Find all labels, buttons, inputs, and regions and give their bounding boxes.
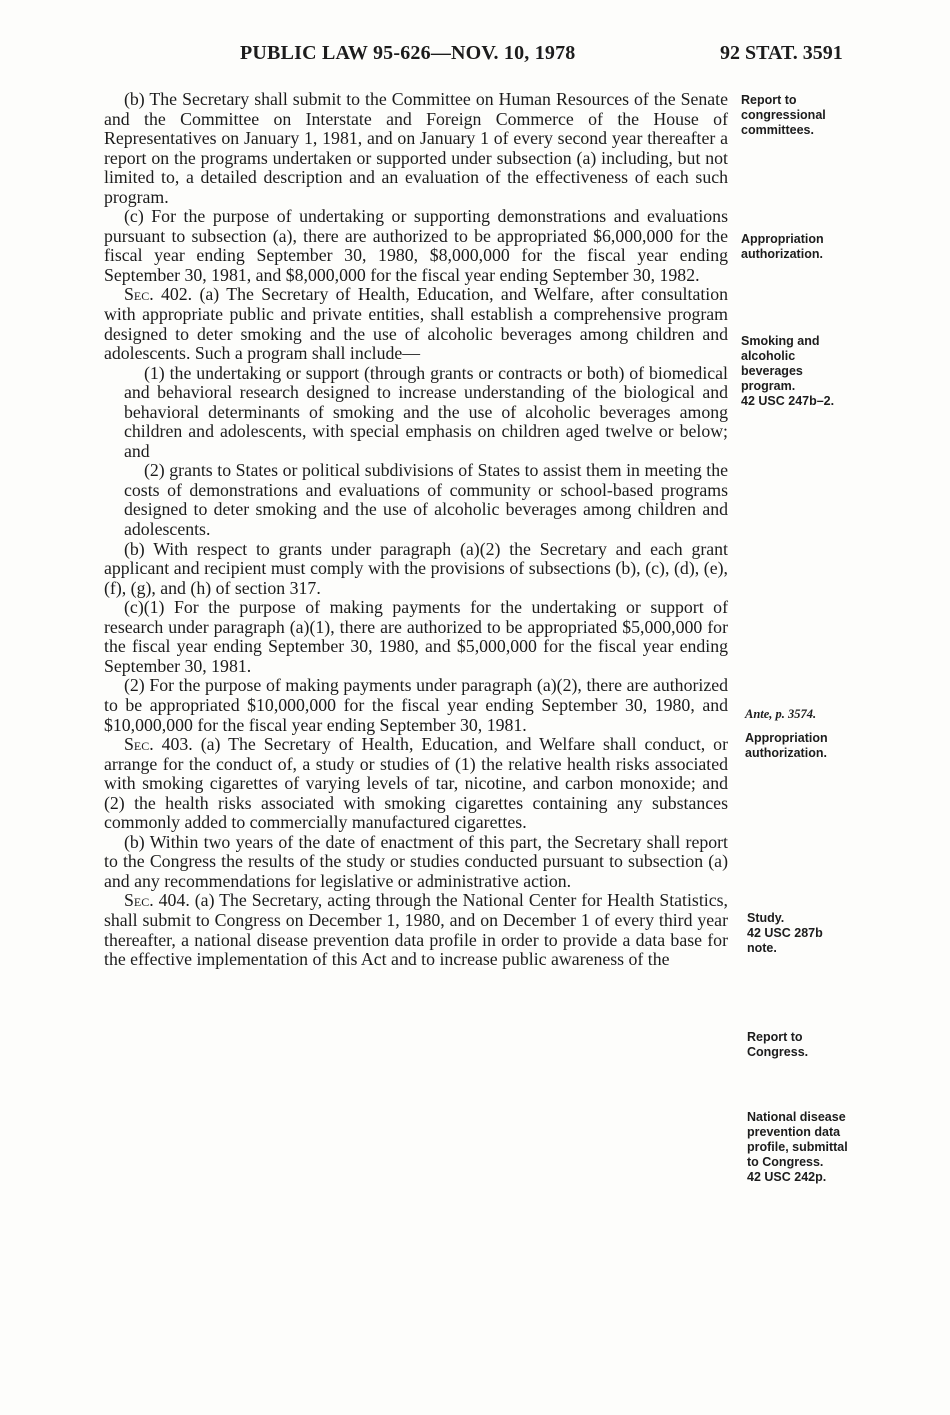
margin-note-line: Study. bbox=[747, 911, 785, 925]
section-abbrev: Sec. bbox=[124, 890, 154, 911]
margin-note-line: National disease bbox=[747, 1110, 846, 1124]
margin-note-appropriation-2 bbox=[745, 731, 895, 761]
running-title: PUBLIC LAW 95-626—NOV. 10, 1978 bbox=[240, 42, 576, 64]
margin-note-line: Report to bbox=[741, 93, 797, 107]
margin-note-line: beverages bbox=[741, 364, 803, 378]
paragraph-text: 404. (a) The Secretary, acting through the National Center for Health Statistics, shall submit to Congress on December 1, 1980, and on December 1 of every third year thereafter, a national disease prevention data profile in order to provide a data base for the effective implementation of this Act and to increase public awareness of the bbox=[104, 890, 728, 970]
margin-note-line: 42 USC 242p. bbox=[747, 1170, 827, 1184]
margin-note-report-congress bbox=[747, 1030, 897, 1060]
margin-note-line: authorization. bbox=[741, 247, 823, 261]
margin-note-line: 42 USC 247b–2. bbox=[741, 394, 835, 408]
section-abbrev: Sec. bbox=[124, 284, 154, 305]
margin-note-national-disease bbox=[747, 1110, 897, 1185]
margin-note-line: committees. bbox=[741, 123, 814, 137]
paragraph-sec-404a bbox=[104, 891, 728, 969]
page-header bbox=[0, 38, 950, 68]
paragraph-402c-1: (c)(1) For the purpose of making payments for the undertaking or support of research under paragraph (a)(1), there are authorized to be appropriated $5,000,000 for the fiscal year ending September 30, 1980, and $5,000,000 for the fiscal year ending September 30, 1981. bbox=[104, 597, 728, 676]
margin-note-line: profile, submittal bbox=[747, 1140, 848, 1154]
margin-note-line: authorization. bbox=[745, 746, 827, 760]
margin-note-line: alcoholic bbox=[741, 349, 796, 363]
statute-page-number: 92 STAT. 3591 bbox=[720, 42, 843, 64]
margin-note-line: Report to bbox=[747, 1030, 803, 1044]
margin-note-line: congressional bbox=[741, 108, 826, 122]
margin-note-line: Congress. bbox=[747, 1045, 809, 1059]
paragraph-403b: (b) Within two years of the date of enactment of this part, the Secretary shall report to the Congress the results of the study or studies conducted pursuant to subsection (a) and any recommendations for legislative or administrative action. bbox=[104, 831, 728, 891]
margin-note-appropriation-1 bbox=[741, 232, 891, 262]
statute-body bbox=[104, 90, 728, 970]
margin-note-line: Smoking and bbox=[741, 334, 820, 348]
margin-note-line: 42 USC 287b bbox=[747, 926, 823, 940]
paragraph-text: 402. (a) The Secretary of Health, Education, and Welfare, after consultation with appropriate public and private entities, shall establish a comprehensive program designed to deter smoking and the use of alcoholic beverages among children and adolescents. Such a program shall include— bbox=[104, 284, 728, 364]
paragraph-401b: (b) The Secretary shall submit to the Committee on Human Resources of the Senate and the Committee on Interstate and Foreign Commerce of the House of Representatives on January 1, 1981, and on January 1 of every second year thereafter a report on the programs undertaken or supported under subsection (a) including, but not limited to, a detailed description and an evaluation of the effectiveness of each such program. bbox=[104, 89, 728, 207]
margin-note-line: Appropriation bbox=[745, 731, 828, 745]
margin-note-report-committees bbox=[741, 93, 891, 138]
margin-note-line: program. bbox=[741, 379, 796, 393]
margin-note-line: Ante, p. 3574. bbox=[745, 707, 817, 721]
paragraph-402a-2: (2) grants to States or political subdivisions of States to assist them in meeting the costs of demonstrations and evaluations of community or school-based programs designed to deter smoking and the use of alcoholic beverages among children and adolescents. bbox=[124, 460, 728, 540]
paragraph-402a-1: (1) the undertaking or support (through grants or contracts or both) of biomedical and behavioral research designed to increase understanding of the biological and behavioral determinants of smoking and the use of alcoholic beverages among children and adolescents, with special emphasis on children aged twelve or below; and bbox=[124, 362, 728, 461]
margin-note-line: to Congress. bbox=[747, 1155, 824, 1169]
margin-note-line: prevention data bbox=[747, 1125, 841, 1139]
paragraph-sec-403a bbox=[104, 735, 728, 833]
margin-note-study bbox=[747, 911, 897, 956]
paragraph-text: 403. (a) The Secretary of Health, Education, and Welfare shall conduct, or arrange for the conduct of, a study or studies of (1) the relative health risks associated with smoking cigarettes of varying levels of tar, nicotine, and carbon monoxide; and (2) the health risks associated with smoking cigarettes containing any substances commonly added to commercially manufactured cigarettes. bbox=[104, 734, 728, 833]
margin-note-line: Appropriation bbox=[741, 232, 824, 246]
paragraph-402b: (b) With respect to grants under paragraph (a)(2) the Secretary and each grant applicant and recipient must comply with the provisions of subsections (b), (c), (d), (e), (f), (g), and (h) of section 317. bbox=[104, 538, 728, 598]
paragraph-402c-2: (2) For the purpose of making payments under paragraph (a)(2), there are authorized to be appropriated $10,000,000 for the fiscal year ending September 30, 1980, and $10,000,000 for the fiscal year ending September 30, 1981. bbox=[104, 675, 728, 735]
margin-note-smoking-program bbox=[741, 334, 891, 409]
margin-note-line: note. bbox=[747, 941, 777, 955]
paragraph-401c: (c) For the purpose of undertaking or supporting demonstrations and evaluations pursuant to subsection (a), there are authorized to be appropriated $6,000,000 for the fiscal year ending September 30, 1980, $8,000,000 for the fiscal year ending September 30, 1981, and $8,000,000 for the fiscal year ending September 30, 1982. bbox=[104, 206, 728, 285]
paragraph-sec-402a bbox=[104, 285, 728, 363]
margin-note-ante bbox=[745, 707, 895, 722]
section-abbrev: Sec. bbox=[124, 734, 154, 755]
